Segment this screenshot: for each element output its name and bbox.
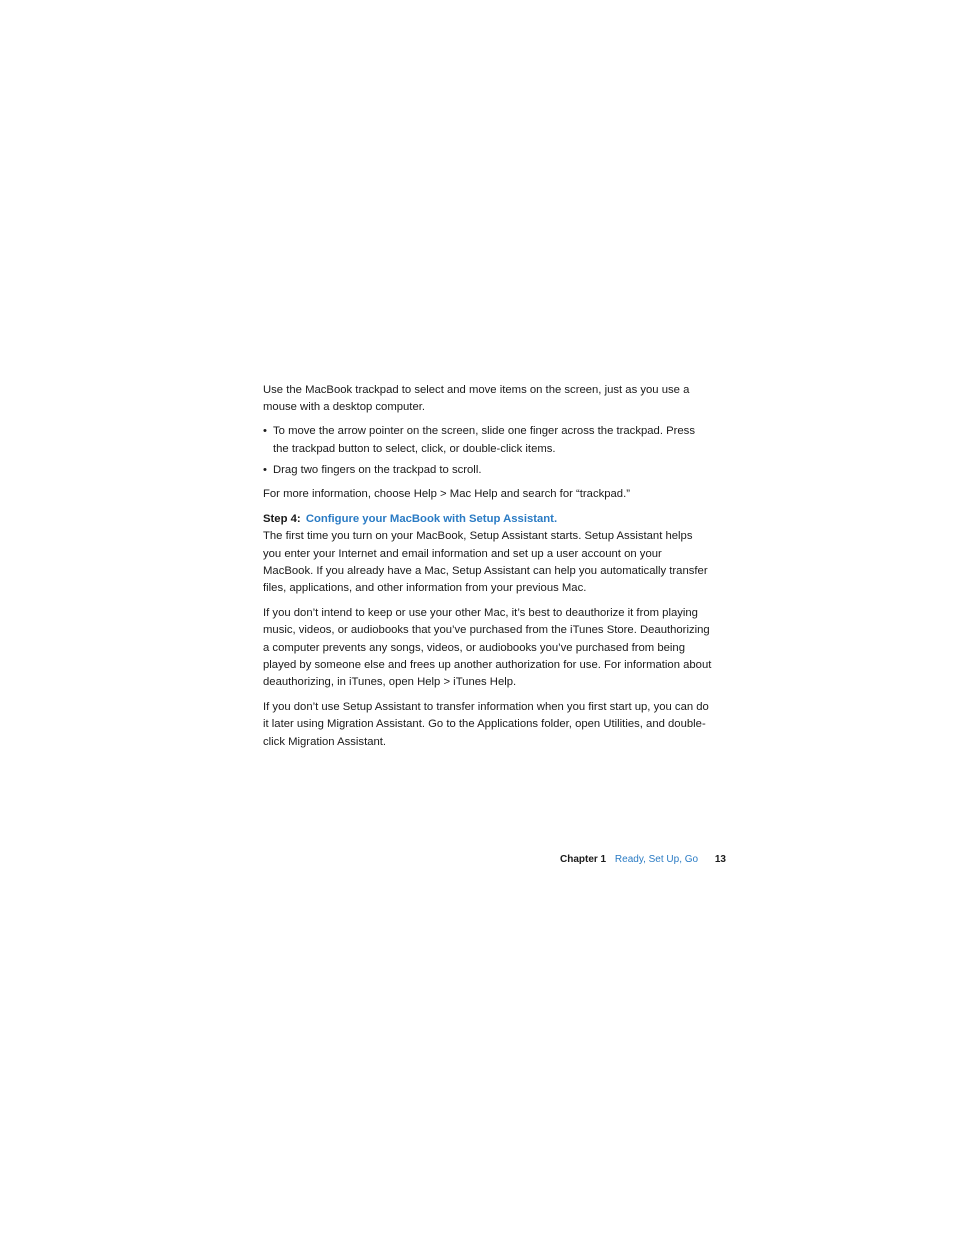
step-title: Configure your MacBook with Setup Assistant.: [305, 513, 558, 526]
step-label: Step 4:: [263, 513, 301, 526]
footer-chapter-label: Chapter 1: [560, 854, 607, 865]
step-heading: [263, 511, 713, 528]
list-item: [263, 423, 713, 457]
deauthorize-paragraph: If you don’t intend to keep or use your other Mac, it’s best to deauthorize it from playing music, videos, or audiobooks that you’ve purchased from the iTunes Store. Deauthorizing a computer prevents any songs, videos, or audiobooks you’ve purchased from being played by someone else and frees up another authorization for use. For information about deauthorizing, in iTunes, open Help > iTunes Help.: [263, 607, 712, 689]
page-footer: [560, 853, 726, 867]
page-body: [263, 382, 713, 758]
footer-chapter-title: Ready, Set Up, Go: [614, 854, 699, 865]
bullet-icon: •: [263, 425, 267, 438]
more-info-paragraph: For more information, choose Help > Mac Help and search for “trackpad.”: [263, 488, 630, 501]
list-item-text: Drag two fingers on the trackpad to scroll.: [273, 463, 482, 476]
bullet-icon: •: [263, 463, 267, 476]
intro-paragraph: Use the MacBook trackpad to select and move items on the screen, just as you use a mouse with a desktop computer.: [263, 384, 690, 414]
list-item: [263, 462, 713, 479]
setup-assistant-paragraph: The first time you turn on your MacBook, Setup Assistant starts. Setup Assistant helps you enter your Internet and email information and set up a user account on your MacBook. If you already have a Mac, Setup Assistant can help you automatically transfer files, applications, and other information from your previous Mac.: [263, 530, 708, 595]
trackpad-tips-list: [263, 423, 713, 479]
page-number: 13: [714, 854, 726, 865]
migration-assistant-paragraph: If you don’t use Setup Assistant to transfer information when you first start up, you can do it later using Migration Assistant. Go to the Applications folder, open Utilities, and double-click Migration Assistant.: [263, 701, 709, 748]
list-item-text: To move the arrow pointer on the screen, slide one finger across the trackpad. Press the trackpad button to select, click, or double-click items.: [273, 425, 695, 455]
